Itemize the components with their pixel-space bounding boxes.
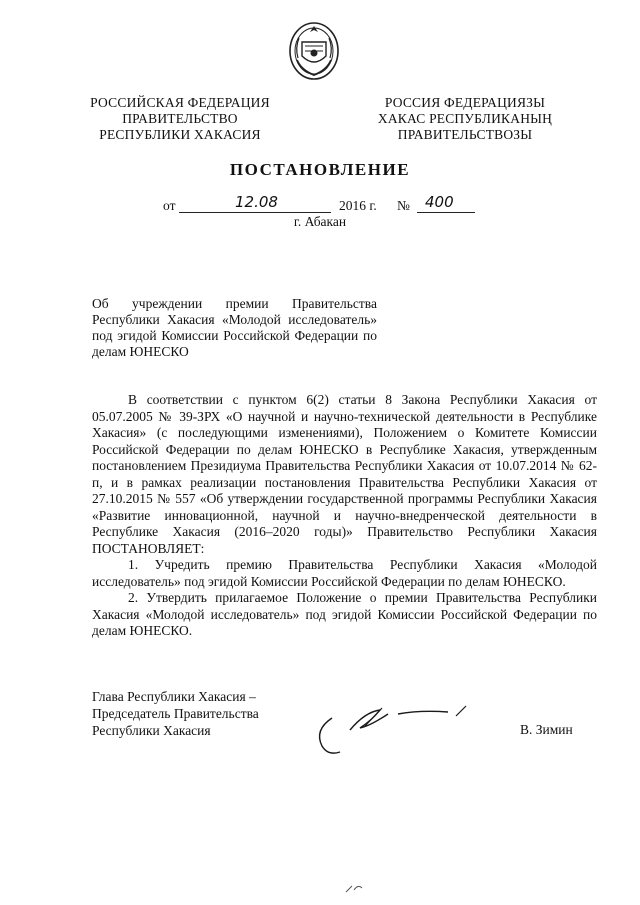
document-type-title: ПОСТАНОВЛЕНИЕ <box>229 160 411 179</box>
coat-of-arms-icon <box>287 20 341 82</box>
date-year: 2016 г. <box>339 198 377 213</box>
header-right <box>355 95 575 143</box>
number-underline <box>417 212 475 213</box>
date-handwritten: 12.08 <box>235 193 278 211</box>
body-paragraph: 1. Учредить премию Правительства Республики Хакасия «Молодой исследователь» под эгидой Комиссии Российской Федерации по делам ЮНЕСКО. <box>92 557 597 589</box>
body-paragraph: В соответствии с пунктом 6(2) статьи 8 Закона Республики Хакасия от 05.07.2005 № 39-ЗРХ «О научной и научно-технической деятельности в Республике Хакасия» (с последующими изменениями), Положением о Комитете Комиссии Российской Федерации по делам ЮНЕСКО в Республике Хакасия, утвержденным постановлением Президиума Правительства Республики Хакасия от 10.07.2014 № 62-п, и в рамках реализации постановления Правительства Республики Хакасия от 27.10.2015 № 557 «Об утверждении государственной программы Республики Хакасия «Развитие инновационной, научной и научно-внедренческой деятельности в Республике Хакасия (2016–2020 годы)» Правительство Республики Хакасия ПОСТАНОВЛЯЕТ: <box>92 392 597 556</box>
header-left <box>80 95 280 143</box>
date-prefix: от <box>163 198 176 213</box>
body-paragraph: 2. Утвердить прилагаемое Положение о премии Правительства Республики Хакасия «Молодой исследователь» под эгидой Комиссии Российской Федерации по делам ЮНЕСКО. <box>92 590 597 638</box>
signatory-title <box>92 688 292 739</box>
number-sign: № <box>397 198 410 213</box>
signatory-title-line: Республики Хакасия <box>92 723 211 738</box>
header-left-line: РЕСПУБЛИКИ ХАКАСИЯ <box>99 127 261 142</box>
signatory-name: В. Зимин <box>520 722 573 737</box>
signatory-title-line: Глава Республики Хакасия – <box>92 689 256 704</box>
margin-scribble <box>340 878 370 898</box>
handwritten-signature <box>310 700 475 760</box>
header-right-line: РОССИЯ ФЕДЕРАЦИЯЗЫ <box>384 95 546 110</box>
date-underline <box>179 212 331 213</box>
header-right-line: ПРАВИТЕЛЬСТВОЗЫ <box>397 127 533 142</box>
document-subject: Об учреждении премии Правительства Республики Хакасия «Молодой исследователь» под эгидой Комиссии Российской Федерации по делам ЮНЕСКО <box>92 296 377 359</box>
number-handwritten: 400 <box>425 193 454 211</box>
signatory-title-line: Председатель Правительства <box>92 706 259 721</box>
header-right-line: ХАКАС РЕСПУБЛИКАНЫҢ <box>377 111 553 126</box>
header-left-line: ПРАВИТЕЛЬСТВО <box>122 111 238 126</box>
header-left-line: РОССИЙСКАЯ ФЕДЕРАЦИЯ <box>90 95 270 110</box>
document-body <box>92 392 597 640</box>
city: г. Абакан <box>293 214 347 229</box>
